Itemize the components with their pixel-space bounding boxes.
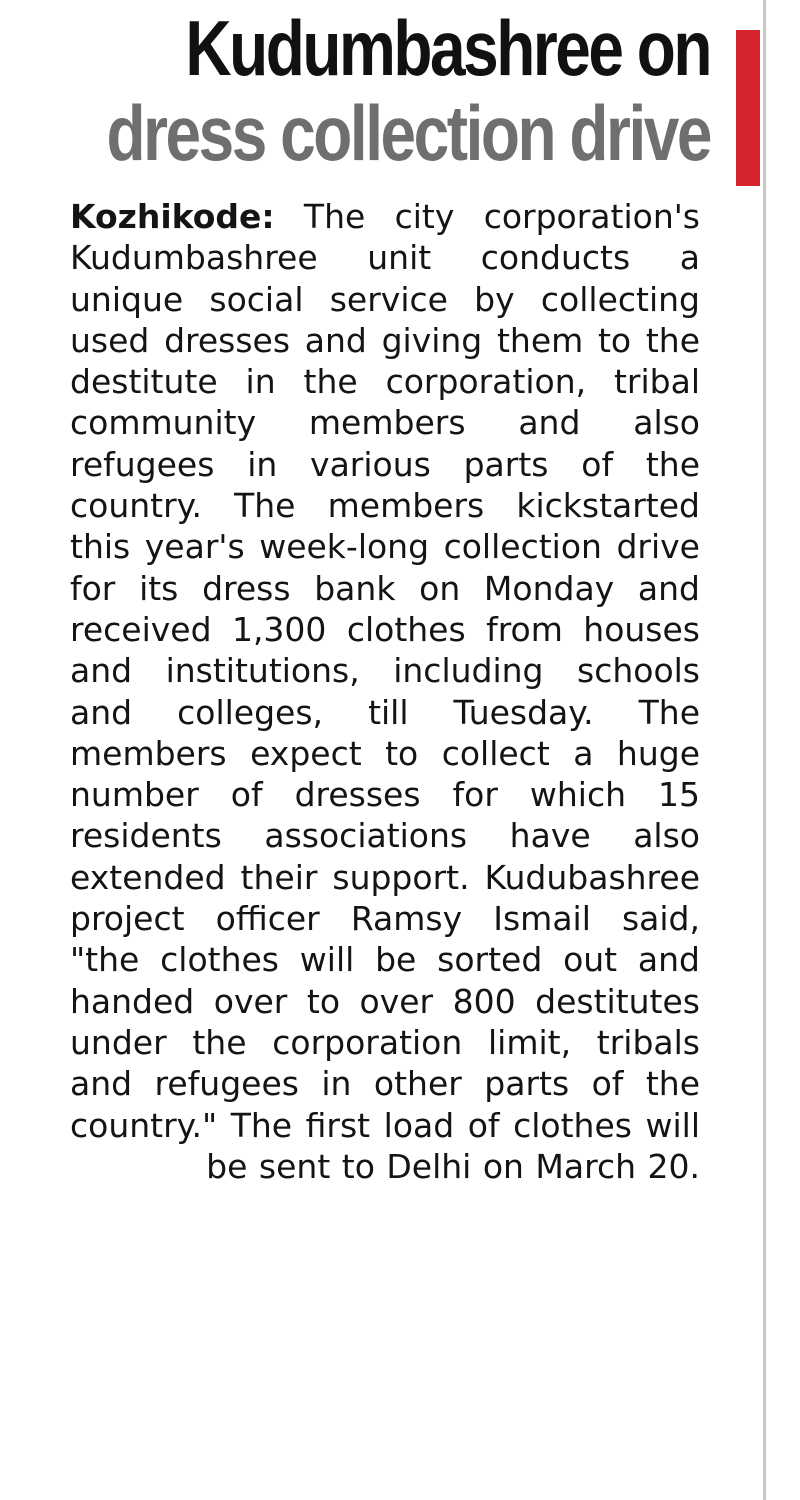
accent-bar — [736, 30, 760, 186]
article-body — [70, 196, 700, 1187]
headline-line-1: Kudumbashree on — [185, 4, 710, 92]
dateline: Kozhikode: — [70, 197, 275, 236]
headline — [62, 6, 710, 176]
headline-line-2: dress collection drive — [106, 89, 711, 177]
column-divider — [763, 0, 766, 1500]
article-text: The city corporation's Kudumbashree unit conducts a unique social service by collecting used dresses and giving them to the destitute in the corporation, tribal community members and also refugees in various parts of the country. The members kickstarted this year's week-long collection drive for its dress bank on Monday and received 1,300 clothes from houses and institutions, including schools and colleges, till Tuesday. The members expect to collect a huge number of dresses for which 15 residents associations have also extended their support. Kudubashree project officer Ramsy Ismail said, "the clothes will be sorted out and handed over to over 800 destitutes under the corporation limit, tribals and refugees in other parts of the country." The first load of clothes will be sent to Delhi on March 20. — [70, 197, 700, 1186]
